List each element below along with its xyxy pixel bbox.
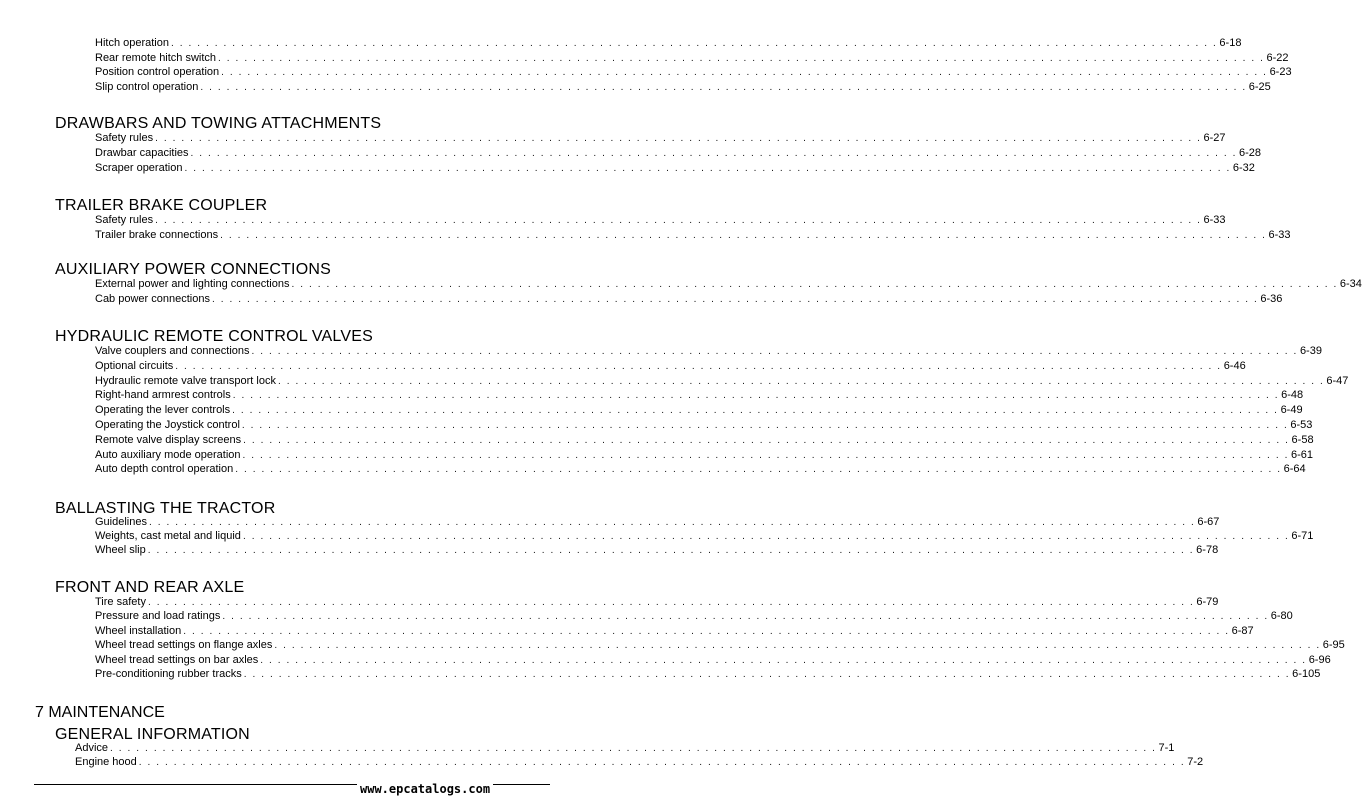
toc-leader-dots: . . . . . . . . . . . . . . . . . . . . . . . . . . . . . . . . . . . . . . . . . . . . . . . . . . . . . . . . . . . . . . . . . . . . . . . . . . . . . . . . . . . . . . . . . . . . . . . . . . . . . . . . . . . . . . . . . . . . . . . . [242,449,1289,461]
toc-entry-page: 6-58 [1291,433,1314,446]
toc-leader-dots: . . . . . . . . . . . . . . . . . . . . . . . . . . . . . . . . . . . . . . . . . . . . . . . . . . . . . . . . . . . . . . . . . . . . . . . . . . . . . . . . . . . . . . . . . . . . . . . . . . . . . . . . . . . . . . . . . . . . . . . . [211,294,1259,305]
toc-entry [95,36,1242,51]
toc-entry [95,448,1313,463]
toc-entry-page: 6-23 [1269,66,1292,78]
toc-entry-label: Safety rules [95,214,154,226]
toc-entry-label: Slip control operation [95,80,199,93]
toc-leader-dots: . . . . . . . . . . . . . . . . . . . . . . . . . . . . . . . . . . . . . . . . . . . . . . . . . . . . . . . . . . . . . . . . . . . . . . . . . . . . . . . . . . . . . . . . . . . . . . . . . . . . . . . . . . . . . . . . . . . . . . . . [232,390,1280,402]
toc-entry-label: Hitch operation [95,37,169,49]
toc-leader-dots: . . . . . . . . . . . . . . . . . . . . . . . . . . . . . . . . . . . . . . . . . . . . . . . . . . . . . . . . . . . . . . . . . . . . . . . . . . . . . . . . . . . . . . . . . . . . . . . . . . . . . . . . . . . . . . . . . . . . . . . . [155,215,1202,226]
toc-entry-label: Trailer brake connections [95,229,219,241]
toc-entry-page: 6-95 [1322,639,1345,652]
toc-entry [95,359,1246,374]
toc-entry-page: 6-39 [1299,345,1322,357]
toc-entry-page: 6-96 [1308,653,1331,666]
toc-leader-dots: . . . . . . . . . . . . . . . . . . . . . . . . . . . . . . . . . . . . . . . . . . . . . . . . . . . . . . . . . . . . . . . . . . . . . . . . . . . . . . . . . . . . . . . . . . . . . . . . . . . . . . . . . . . . . . . . . . . . . . . . [242,531,1290,542]
toc-entry-page: 6-78 [1196,544,1219,556]
heading-trailer-brake: TRAILER BRAKE COUPLER [55,197,268,214]
toc-leader-dots: . . . . . . . . . . . . . . . . . . . . . . . . . . . . . . . . . . . . . . . . . . . . . . . . . . . . . . . . . . . . . . . . . . . . . . . . . . . . . . . . . . . . . . . . . . . . . . . . . . . . . . . . . . . . . . . . . . . . . . . . [243,434,1290,446]
toc-entry-label: Optional circuits [95,359,174,372]
toc-entry [95,418,1313,433]
toc-entry [95,403,1303,418]
toc-entry-label: External power and lighting connections [95,278,290,290]
toc-entry [95,595,1219,610]
toc-entry-page: 6-33 [1268,229,1291,241]
toc-entry-label: Wheel tread settings on bar axles [95,653,259,666]
toc-leader-dots: . . . . . . . . . . . . . . . . . . . . . . . . . . . . . . . . . . . . . . . . . . . . . . . . . . . . . . . . . . . . . . . . . . . . . . . . . . . . . . . . . . . . . . . . . . . . . . . . . . . . . . . . . . . . . . . . . . . . . . . . [184,163,1231,174]
toc-entry [95,228,1291,243]
toc-leader-dots: . . . . . . . . . . . . . . . . . . . . . . . . . . . . . . . . . . . . . . . . . . . . . . . . . . . . . . . . . . . . . . . . . . . . . . . . . . . . . . . . . . . . . . . . . . . . . . . . . . . . . . . . . . . . . . . . . . . . . . . . [175,360,1222,372]
toc-leader-dots: . . . . . . . . . . . . . . . . . . . . . . . . . . . . . . . . . . . . . . . . . . . . . . . . . . . . . . . . . . . . . . . . . . . . . . . . . . . . . . . . . . . . . . . . . . . . . . . . . . . . . . . . . . . . . . . . . . . . . . . . [200,81,1247,93]
toc-entry [95,433,1314,448]
toc-entry [95,388,1304,403]
toc-entry-page: 6-27 [1203,132,1226,144]
toc-leader-dots: . . . . . . . . . . . . . . . . . . . . . . . . . . . . . . . . . . . . . . . . . . . . . . . . . . . . . . . . . . . . . . . . . . . . . . . . . . . . . . . . . . . . . . . . . . . . . . . . . . . . . . . . . . . . . . . . . . . . . . . . [148,517,1196,528]
toc-leader-dots: . . . . . . . . . . . . . . . . . . . . . . . . . . . . . . . . . . . . . . . . . . . . . . . . . . . . . . . . . . . . . . . . . . . . . . . . . . . . . . . . . . . . . . . . . . . . . . . . . . . . . . . . . . . . . . . . . . . . . . . . [155,133,1202,144]
toc-entry-page: 6-25 [1248,80,1271,93]
toc-entry-page: 6-46 [1223,359,1246,372]
toc-entry [95,543,1219,558]
toc-entry-page: 6-48 [1281,389,1304,402]
toc-entry-page: 6-28 [1238,147,1261,159]
toc-entry-page: 6-32 [1232,162,1255,174]
toc-entry-page: 6-61 [1290,448,1313,461]
toc-leader-dots: . . . . . . . . . . . . . . . . . . . . . . . . . . . . . . . . . . . . . . . . . . . . . . . . . . . . . . . . . . . . . . . . . . . . . . . . . . . . . . . . . . . . . . . . . . . . . . . . . . . . . . . . . . . . . . . . . . . . . . . . [221,67,1268,78]
toc-leader-dots: . . . . . . . . . . . . . . . . . . . . . . . . . . . . . . . . . . . . . . . . . . . . . . . . . . . . . . . . . . . . . . . . . . . . . . . . . . . . . . . . . . . . . . . . . . . . . . . . . . . . . . . . . . . . . . . . . . . . . . . . [110,743,1157,754]
toc-entry-page: 6-33 [1203,214,1226,226]
toc-leader-dots: . . . . . . . . . . . . . . . . . . . . . . . . . . . . . . . . . . . . . . . . . . . . . . . . . . . . . . . . . . . . . . . . . . . . . . . . . . . . . . . . . . . . . . . . . . . . . . . . . . . . . . . . . . . . . . . . . . . . . . . . [190,148,1237,159]
toc-entry-label: Position control operation [95,66,220,78]
toc-leader-dots: . . . . . . . . . . . . . . . . . . . . . . . . . . . . . . . . . . . . . . . . . . . . . . . . . . . . . . . . . . . . . . . . . . . . . . . . . . . . . . . . . . . . . . . . . . . . . . . . . . . . . . . . . . . . . . . . . . . . . . . . [222,611,1269,623]
toc-entry-label: Advice [75,742,109,754]
toc-entry [95,344,1322,359]
chapter-title: 7 MAINTENANCE [35,704,165,721]
toc-entry [95,653,1331,668]
toc-entry-label: Scraper operation [95,162,183,174]
toc-entry-page: 6-18 [1219,37,1242,49]
toc-entry-label: Tire safety [95,596,146,608]
toc-entry-page: 6-87 [1231,624,1254,637]
toc-entry-label: Pressure and load ratings [95,610,221,623]
toc-entry-label: Wheel tread settings on flange axles [95,639,273,652]
toc-entry [95,462,1306,477]
toc-entry-label: Guidelines [95,516,147,528]
toc-entry-page: 6-47 [1326,374,1349,387]
toc-leader-dots: . . . . . . . . . . . . . . . . . . . . . . . . . . . . . . . . . . . . . . . . . . . . . . . . . . . . . . . . . . . . . . . . . . . . . . . . . . . . . . . . . . . . . . . . . . . . . . . . . . . . . . . . . . . . . . . . . . . . . . . . [260,654,1307,666]
toc-entry [75,755,1204,770]
toc-leader-dots: . . . . . . . . . . . . . . . . . . . . . . . . . . . . . . . . . . . . . . . . . . . . . . . . . . . . . . . . . . . . . . . . . . . . . . . . . . . . . . . . . . . . . . . . . . . . . . . . . . . . . . . . . . . . . . . . . . . . . . . . [243,669,1291,680]
toc-entry [95,213,1226,228]
heading-general-information: GENERAL INFORMATION [55,726,250,743]
toc-entry-label: Valve couplers and connections [95,345,250,357]
toc-entry [95,292,1283,307]
watermark: www.epcatalogs.com [357,782,493,796]
toc-entry-page: 6-67 [1197,516,1220,528]
toc-entry-page: 6-71 [1291,530,1314,542]
toc-entry-label: Auto depth control operation [95,463,234,476]
toc-leader-dots: . . . . . . . . . . . . . . . . . . . . . . . . . . . . . . . . . . . . . . . . . . . . . . . . . . . . . . . . . . . . . . . . . . . . . . . . . . . . . . . . . . . . . . . . . . . . . . . . . . . . . . . . . . . . . . . . . . . . . . . . [147,545,1195,556]
toc-entry [95,277,1362,292]
toc-entry-page: 6-64 [1283,463,1306,476]
heading-auxiliary-power: AUXILIARY POWER CONNECTIONS [55,261,331,278]
toc-leader-dots: . . . . . . . . . . . . . . . . . . . . . . . . . . . . . . . . . . . . . . . . . . . . . . . . . . . . . . . . . . . . . . . . . . . . . . . . . . . . . . . . . . . . . . . . . . . . . . . . . . . . . . . . . . . . . . . . . . . . . . . . [171,38,1218,49]
toc-leader-dots: . . . . . . . . . . . . . . . . . . . . . . . . . . . . . . . . . . . . . . . . . . . . . . . . . . . . . . . . . . . . . . . . . . . . . . . . . . . . . . . . . . . . . . . . . . . . . . . . . . . . . . . . . . . . . . . . . . . . . . . . [220,230,1267,241]
toc-leader-dots: . . . . . . . . . . . . . . . . . . . . . . . . . . . . . . . . . . . . . . . . . . . . . . . . . . . . . . . . . . . . . . . . . . . . . . . . . . . . . . . . . . . . . . . . . . . . . . . . . . . . . . . . . . . . . . . . . . . . . . . . [147,597,1195,608]
toc-entry-label: Engine hood [75,755,137,768]
toc-entry-page: 6-80 [1270,610,1293,623]
toc-leader-dots: . . . . . . . . . . . . . . . . . . . . . . . . . . . . . . . . . . . . . . . . . . . . . . . . . . . . . . . . . . . . . . . . . . . . . . . . . . . . . . . . . . . . . . . . . . . . . . . . . . . . . . . . . . . . . . . . . . . . . . . . [138,756,1186,768]
toc-entry-label: Pre-conditioning rubber tracks [95,668,242,680]
toc-entry-label: Weights, cast metal and liquid [95,530,241,542]
toc-entry-page: 6-36 [1260,293,1283,305]
toc-entry [95,624,1254,639]
toc-leader-dots: . . . . . . . . . . . . . . . . . . . . . . . . . . . . . . . . . . . . . . . . . . . . . . . . . . . . . . . . . . . . . . . . . . . . . . . . . . . . . . . . . . . . . . . . . . . . . . . . . . . . . . . . . . . . . . . . . . . . . . . . [232,405,1279,417]
toc-leader-dots: . . . . . . . . . . . . . . . . . . . . . . . . . . . . . . . . . . . . . . . . . . . . . . . . . . . . . . . . . . . . . . . . . . . . . . . . . . . . . . . . . . . . . . . . . . . . . . . . . . . . . . . . . . . . . . . . . . . . . . . . [218,52,1265,64]
toc-entry-page: 7-1 [1158,742,1175,754]
toc-entry-page: 6-49 [1280,404,1303,417]
toc-entry-page: 6-34 [1339,278,1362,290]
toc-entry [95,131,1226,146]
toc-entry [95,161,1255,176]
toc-entry-page: 6-22 [1266,51,1289,64]
toc-entry [95,529,1314,544]
toc-entry [95,374,1349,389]
toc-entry-label: Rear remote hitch switch [95,51,217,64]
toc-leader-dots: . . . . . . . . . . . . . . . . . . . . . . . . . . . . . . . . . . . . . . . . . . . . . . . . . . . . . . . . . . . . . . . . . . . . . . . . . . . . . . . . . . . . . . . . . . . . . . . . . . . . . . . . . . . . . . . . . . . . . . . . [235,464,1282,476]
heading-drawbars: DRAWBARS AND TOWING ATTACHMENTS [55,115,382,132]
toc-entry-label: Wheel installation [95,624,182,637]
toc-leader-dots: . . . . . . . . . . . . . . . . . . . . . . . . . . . . . . . . . . . . . . . . . . . . . . . . . . . . . . . . . . . . . . . . . . . . . . . . . . . . . . . . . . . . . . . . . . . . . . . . . . . . . . . . . . . . . . . . . . . . . . . . [274,640,1321,652]
toc-entry-label: Operating the Joystick control [95,419,240,431]
toc-entry [95,667,1321,682]
toc-leader-dots: . . . . . . . . . . . . . . . . . . . . . . . . . . . . . . . . . . . . . . . . . . . . . . . . . . . . . . . . . . . . . . . . . . . . . . . . . . . . . . . . . . . . . . . . . . . . . . . . . . . . . . . . . . . . . . . . . . . . . . . . [291,279,1338,290]
toc-entry-label: Remote valve display screens [95,433,242,446]
toc-entry-label: Drawbar capacities [95,147,189,159]
heading-ballasting: BALLASTING THE TRACTOR [55,500,276,517]
toc-entry-label: Safety rules [95,132,154,144]
toc-entry [95,638,1345,653]
toc-entry [95,80,1271,95]
toc-entry-label: Auto auxiliary mode operation [95,448,241,461]
toc-entry [95,609,1293,624]
toc-leader-dots: . . . . . . . . . . . . . . . . . . . . . . . . . . . . . . . . . . . . . . . . . . . . . . . . . . . . . . . . . . . . . . . . . . . . . . . . . . . . . . . . . . . . . . . . . . . . . . . . . . . . . . . . . . . . . . . . . . . . . . . . [251,346,1298,357]
heading-hydraulic-valves: HYDRAULIC REMOTE CONTROL VALVES [55,328,373,345]
toc-entry-page: 7-2 [1187,755,1204,768]
toc-entry-label: Cab power connections [95,293,210,305]
heading-axle: FRONT AND REAR AXLE [55,579,245,596]
toc-entry-label: Operating the lever controls [95,404,231,417]
toc-entry [95,146,1261,161]
toc-entry-label: Right-hand armrest controls [95,389,231,402]
toc-entry-page: 6-53 [1290,419,1313,431]
toc-entry-page: 6-79 [1196,596,1219,608]
toc-leader-dots: . . . . . . . . . . . . . . . . . . . . . . . . . . . . . . . . . . . . . . . . . . . . . . . . . . . . . . . . . . . . . . . . . . . . . . . . . . . . . . . . . . . . . . . . . . . . . . . . . . . . . . . . . . . . . . . . . . . . . . . . [183,625,1230,637]
toc-leader-dots: . . . . . . . . . . . . . . . . . . . . . . . . . . . . . . . . . . . . . . . . . . . . . . . . . . . . . . . . . . . . . . . . . . . . . . . . . . . . . . . . . . . . . . . . . . . . . . . . . . . . . . . . . . . . . . . . . . . . . . . . [241,420,1289,431]
toc-entry [95,51,1289,66]
toc-leader-dots: . . . . . . . . . . . . . . . . . . . . . . . . . . . . . . . . . . . . . . . . . . . . . . . . . . . . . . . . . . . . . . . . . . . . . . . . . . . . . . . . . . . . . . . . . . . . . . . . . . . . . . . . . . . . . . . . . . . . . . . . [277,375,1325,387]
toc-entry-label: Wheel slip [95,544,146,556]
toc-entry [95,515,1220,530]
toc-entry-page: 6-105 [1292,668,1321,680]
toc-entry [95,65,1292,80]
toc-entry-label: Hydraulic remote valve transport lock [95,374,276,387]
